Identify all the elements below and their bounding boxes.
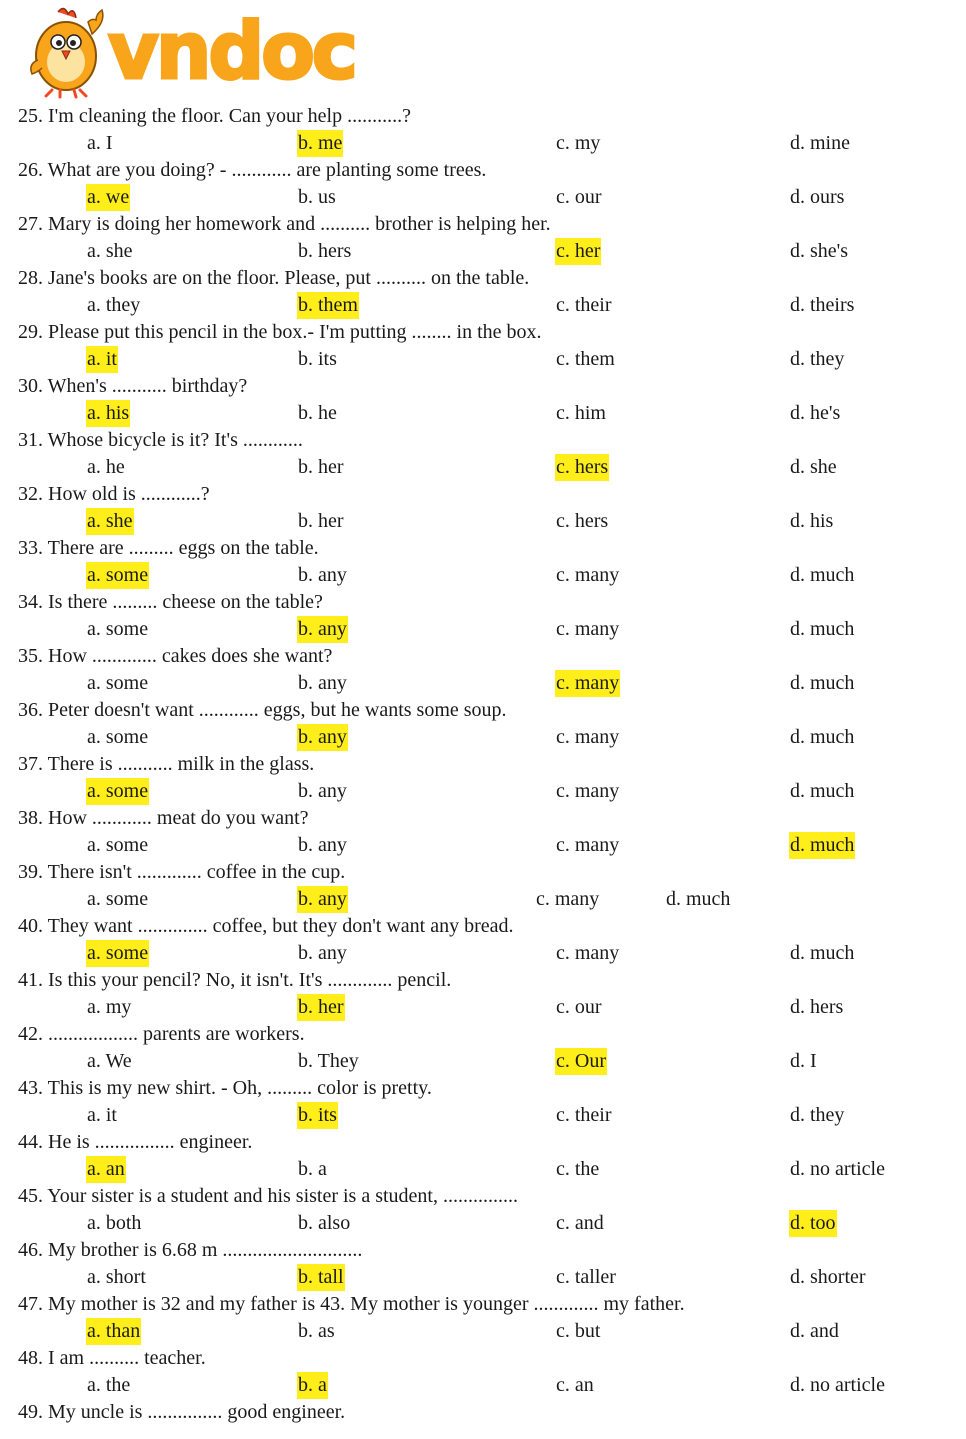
- correct-option-b: b. any: [297, 724, 348, 751]
- option-c: c. the: [556, 1158, 600, 1180]
- option-b: b. he: [298, 402, 337, 424]
- option-b: b. us: [298, 186, 336, 208]
- option-d: d. she: [790, 456, 837, 478]
- option-c: c. many: [556, 726, 620, 748]
- option-b: b. her: [298, 510, 344, 532]
- correct-option-c: c. her: [555, 238, 601, 265]
- correct-option-b: b. me: [297, 130, 343, 157]
- correct-option-b: b. a: [297, 1372, 328, 1399]
- correct-option-a: a. some: [86, 940, 149, 967]
- option-a: a. they: [87, 294, 141, 316]
- answer-options: [18, 616, 948, 643]
- question-text: 45. Your sister is a student and his sister is a student, ...............: [18, 1185, 518, 1207]
- correct-option-b: b. any: [297, 886, 348, 913]
- question-text: 42. .................. parents are workers.: [18, 1023, 305, 1045]
- answer-options: [18, 400, 948, 427]
- answer-options: [18, 238, 948, 265]
- option-c: c. their: [556, 294, 612, 316]
- option-d: d. much: [790, 780, 855, 802]
- answer-options: [18, 1372, 948, 1399]
- question-text: 33. There are ......... eggs on the table.: [18, 537, 319, 559]
- worksheet: [18, 103, 948, 1426]
- option-c: c. many: [556, 564, 620, 586]
- option-d: d. mine: [790, 132, 850, 154]
- question-text: 47. My mother is 32 and my father is 43. My mother is younger ............. my father.: [18, 1293, 685, 1315]
- question-text: 32. How old is ............?: [18, 483, 210, 505]
- option-b: b. any: [298, 564, 347, 586]
- option-d: d. she's: [790, 240, 849, 262]
- logo-wordmark: vndoc: [108, 7, 356, 97]
- option-d: d. much: [790, 564, 855, 586]
- option-d: d. I: [790, 1050, 817, 1072]
- option-c: c. many: [556, 618, 620, 640]
- question-text: 38. How ............ meat do you want?: [18, 807, 309, 829]
- option-b: b. a: [298, 1158, 327, 1180]
- correct-option-c: c. hers: [555, 454, 609, 481]
- option-d: d. he's: [790, 402, 841, 424]
- answer-options: [18, 1264, 948, 1291]
- vndoc-logo: [18, 4, 358, 100]
- logo-graphic: [18, 4, 358, 100]
- answer-options: [18, 670, 948, 697]
- answer-options: [18, 454, 948, 481]
- option-c: c. many: [536, 888, 600, 910]
- option-c: c. their: [556, 1104, 612, 1126]
- correct-option-b: b. her: [297, 994, 345, 1021]
- option-a: a. We: [87, 1050, 132, 1072]
- answer-options: [18, 130, 948, 157]
- option-d: d. much: [790, 672, 855, 694]
- question-text: 25. I'm cleaning the floor. Can your help ...........?: [18, 105, 411, 127]
- question-text: 27. Mary is doing her homework and .......... brother is helping her.: [18, 213, 551, 235]
- question-text: 30. When's ........... birthday?: [18, 375, 248, 397]
- option-c: c. hers: [556, 510, 609, 532]
- question-text: 40. They want .............. coffee, but they don't want any bread.: [18, 915, 514, 937]
- option-a: a. both: [87, 1212, 142, 1234]
- question-text: 28. Jane's books are on the floor. Please, put .......... on the table.: [18, 267, 530, 289]
- question-text: 41. Is this your pencil? No, it isn't. It's ............. pencil.: [18, 969, 452, 991]
- answer-options: [18, 1210, 948, 1237]
- correct-option-c: c. Our: [555, 1048, 607, 1075]
- correct-option-b: b. them: [297, 292, 359, 319]
- question-text: 43. This is my new shirt. - Oh, ......... color is pretty.: [18, 1077, 432, 1099]
- option-c: c. him: [556, 402, 606, 424]
- option-c: c. but: [556, 1320, 601, 1342]
- option-c: c. them: [556, 348, 615, 370]
- correct-option-b: b. its: [297, 1102, 338, 1129]
- question-text: 48. I am .......... teacher.: [18, 1347, 206, 1369]
- option-a: a. the: [87, 1374, 131, 1396]
- option-a: a. my: [87, 996, 132, 1018]
- option-d: d. much: [790, 618, 855, 640]
- correct-option-c: c. many: [555, 670, 620, 697]
- option-b: b. hers: [298, 240, 352, 262]
- answer-options: [18, 184, 948, 211]
- correct-option-a: a. than: [86, 1318, 141, 1345]
- option-c: c. many: [556, 942, 620, 964]
- chick-mascot-icon: [31, 8, 103, 97]
- question-text: 29. Please put this pencil in the box.- I'm putting ........ in the box.: [18, 321, 542, 343]
- option-b: b. any: [298, 942, 347, 964]
- answer-options: [18, 724, 948, 751]
- correct-option-d: d. much: [789, 832, 855, 859]
- option-a: a. some: [87, 834, 149, 856]
- option-c: c. our: [556, 996, 602, 1018]
- option-a: a. she: [87, 240, 133, 262]
- option-d: d. much: [790, 942, 855, 964]
- correct-option-b: b. tall: [297, 1264, 345, 1291]
- option-a: a. it: [87, 1104, 117, 1126]
- option-a: a. some: [87, 888, 149, 910]
- answer-options: [18, 832, 948, 859]
- option-a: a. some: [87, 672, 149, 694]
- question-text: 31. Whose bicycle is it? It's ............: [18, 429, 303, 451]
- option-d: d. much: [666, 888, 731, 910]
- option-c: c. our: [556, 186, 602, 208]
- question-text: 49. My uncle is ............... good engineer.: [18, 1401, 346, 1423]
- option-b: b. her: [298, 456, 344, 478]
- option-d: d. shorter: [790, 1266, 866, 1288]
- option-d: d. no article: [790, 1158, 885, 1180]
- answer-options: [18, 508, 948, 535]
- option-a: a. he: [87, 456, 125, 478]
- option-d: d. much: [790, 726, 855, 748]
- correct-option-b: b. any: [297, 616, 348, 643]
- option-a: a. short: [87, 1266, 146, 1288]
- answer-options: [18, 562, 948, 589]
- option-c: c. an: [556, 1374, 594, 1396]
- option-b: b. also: [298, 1212, 351, 1234]
- option-a: a. some: [87, 618, 149, 640]
- question-text: 35. How ............. cakes does she want?: [18, 645, 333, 667]
- option-d: d. no article: [790, 1374, 885, 1396]
- option-a: a. some: [87, 726, 149, 748]
- correct-option-a: a. his: [86, 400, 130, 427]
- correct-option-a: a. an: [86, 1156, 126, 1183]
- option-c: c. my: [556, 132, 601, 154]
- option-c: c. many: [556, 780, 620, 802]
- correct-option-a: a. some: [86, 778, 149, 805]
- correct-option-a: a. we: [86, 184, 130, 211]
- option-d: d. hers: [790, 996, 844, 1018]
- option-d: d. ours: [790, 186, 845, 208]
- question-text: 44. He is ................ engineer.: [18, 1131, 253, 1153]
- question-text: 37. There is ........... milk in the glass.: [18, 753, 315, 775]
- option-c: c. and: [556, 1212, 604, 1234]
- question-text: 36. Peter doesn't want ............ eggs, but he wants some soup.: [18, 699, 507, 721]
- answer-options: [18, 346, 948, 373]
- option-d: d. they: [790, 1104, 845, 1126]
- answer-options: [18, 1048, 948, 1075]
- answer-options: [18, 292, 948, 319]
- option-b: b. its: [298, 348, 337, 370]
- answer-options: [18, 994, 948, 1021]
- answer-options: [18, 1102, 948, 1129]
- option-b: b. any: [298, 780, 347, 802]
- answer-options: [18, 1318, 948, 1345]
- question-text: 34. Is there ......... cheese on the table?: [18, 591, 323, 613]
- correct-option-a: a. it: [86, 346, 118, 373]
- correct-option-a: a. some: [86, 562, 149, 589]
- answer-options: [18, 1156, 948, 1183]
- option-c: c. taller: [556, 1266, 616, 1288]
- question-text: 39. There isn't ............. coffee in the cup.: [18, 861, 346, 883]
- correct-option-a: a. she: [86, 508, 134, 535]
- option-d: d. his: [790, 510, 834, 532]
- option-b: b. They: [298, 1050, 359, 1072]
- question-text: 46. My brother is 6.68 m ............................: [18, 1239, 363, 1261]
- option-b: b. as: [298, 1320, 335, 1342]
- answer-options: [18, 940, 948, 967]
- option-d: d. and: [790, 1320, 839, 1342]
- correct-option-d: d. too: [789, 1210, 837, 1237]
- option-d: d. they: [790, 348, 845, 370]
- answer-options: [18, 886, 948, 913]
- answer-options: [18, 778, 948, 805]
- option-c: c. many: [556, 834, 620, 856]
- option-d: d. theirs: [790, 294, 855, 316]
- option-a: a. I: [87, 132, 113, 154]
- question-text: 26. What are you doing? - ............ are planting some trees.: [18, 159, 487, 181]
- option-b: b. any: [298, 834, 347, 856]
- option-b: b. any: [298, 672, 347, 694]
